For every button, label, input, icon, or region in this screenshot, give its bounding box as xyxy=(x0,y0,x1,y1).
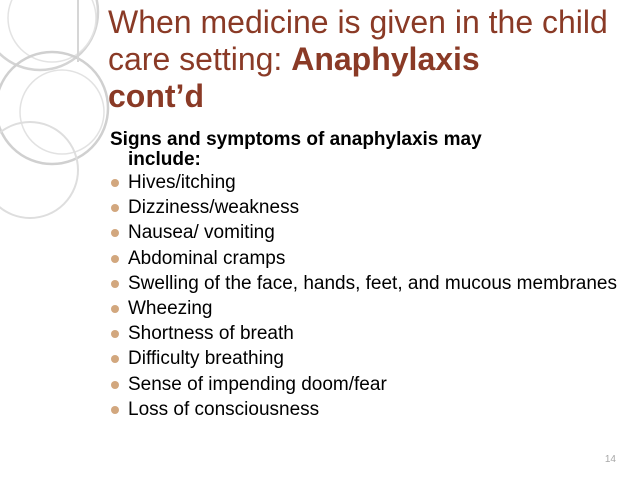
decor-circle-top xyxy=(0,0,98,70)
list-item xyxy=(108,375,618,396)
list-item xyxy=(108,173,618,194)
decor-circle-middle xyxy=(0,52,108,164)
bullet-dot-icon xyxy=(111,229,119,237)
list-item-text: Swelling of the face, hands, feet, and mucous membranes xyxy=(128,272,617,294)
list-item-text: Difficulty breathing xyxy=(128,348,284,370)
decor-circle-top-inner xyxy=(8,0,96,62)
list-item-text: Sense of impending doom/fear xyxy=(128,373,387,395)
list-item-text: Abdominal cramps xyxy=(128,247,286,269)
intro-line-2: include: xyxy=(128,149,201,170)
title-regular-text: When medicine is given in the child care setting: xyxy=(108,4,608,77)
list-item xyxy=(108,299,618,320)
list-item xyxy=(108,400,618,421)
bullet-dot-icon xyxy=(111,355,119,363)
list-item xyxy=(108,324,618,345)
bullet-dot-icon xyxy=(111,330,119,338)
slide-body xyxy=(108,130,618,425)
list-item-text: Loss of consciousness xyxy=(128,398,320,420)
symptom-list xyxy=(108,173,618,420)
bullet-dot-icon xyxy=(111,204,119,212)
decor-circle-middle-inner xyxy=(20,70,104,154)
list-item xyxy=(108,349,618,370)
list-item-text: Nausea/ vomiting xyxy=(128,222,275,244)
list-item-text: Wheezing xyxy=(128,297,213,319)
list-item xyxy=(108,223,618,244)
title-continued-text: cont’d xyxy=(108,78,204,114)
list-item-text: Dizziness/weakness xyxy=(128,197,300,219)
intro-text xyxy=(108,130,618,170)
list-item-text: Hives/itching xyxy=(128,172,236,193)
intro-line-1: Signs and symptoms of anaphylaxis may xyxy=(110,129,482,150)
list-item-text: Shortness of breath xyxy=(128,323,294,345)
bullet-dot-icon xyxy=(111,179,119,187)
bullet-dot-icon xyxy=(111,406,119,414)
list-item xyxy=(108,274,618,295)
bullet-dot-icon xyxy=(111,280,119,288)
list-item xyxy=(108,198,618,219)
page-number: 14 xyxy=(604,454,616,465)
bullet-dot-icon xyxy=(111,255,119,263)
bullet-dot-icon xyxy=(111,305,119,313)
bullet-dot-icon xyxy=(111,381,119,389)
decor-circle-lower xyxy=(0,122,78,218)
list-item xyxy=(108,249,618,270)
title-bold-text: Anaphylaxis xyxy=(291,41,480,77)
slide-title xyxy=(108,4,628,115)
